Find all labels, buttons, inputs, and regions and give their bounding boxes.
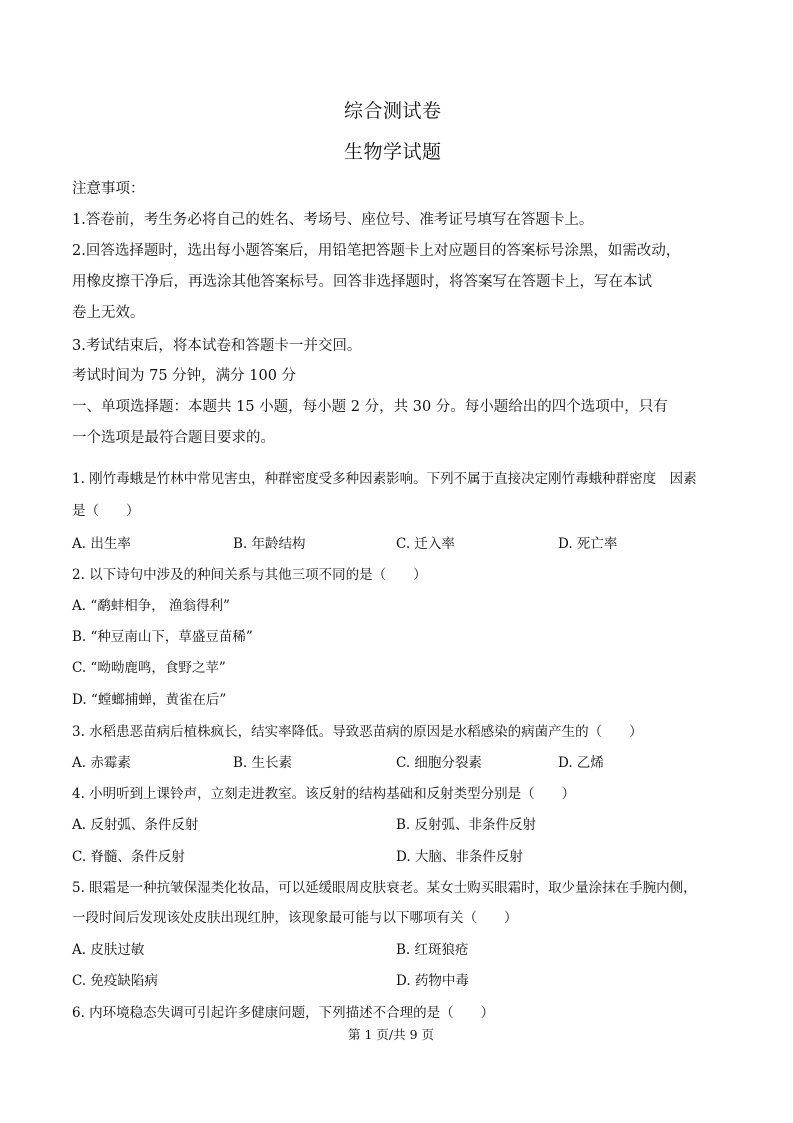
question-5-option-c: C. 免疫缺陷病: [72, 973, 158, 989]
question-3-option-d: D. 乙烯: [558, 755, 604, 771]
question-1-stem-line-2: 是（ ）: [72, 503, 140, 519]
notes-item-2-line-3: 卷上无效。: [72, 305, 145, 321]
question-1-stem-line-1: 1. 刚竹毒蛾是竹林中常见害虫，种群密度受多种因素影响。下列不属于直接决定刚竹毒蛾种群密度 因素: [72, 471, 697, 487]
question-2-option-a: A. “鹬蚌相争， 渔翁得利”: [72, 598, 230, 614]
section-heading-line-1: 一、单项选择题：本题共 15 小题，每小题 2 分，共 30 分。每小题给出的四个选项中，只有: [72, 399, 668, 415]
question-3-option-b: B. 生长素: [233, 755, 293, 771]
question-2-option-c: C. “呦呦鹿鸣，食野之苹”: [72, 660, 226, 676]
question-4-option-b: B. 反射弧、非条件反射: [396, 817, 537, 833]
question-4-option-a: A. 反射弧、条件反射: [72, 817, 199, 833]
question-5-stem-line-2: 一段时间后发现该处皮肤出现红肿，该现象最可能与以下哪项有关（ ）: [72, 910, 518, 926]
question-2-stem: 2. 以下诗句中涉及的种间关系与其他三项不同的是（ ）: [72, 567, 427, 583]
subject-title: 生物学试题: [344, 141, 442, 163]
question-1-option-d: D. 死亡率: [558, 536, 618, 552]
question-3-stem: 3. 水稻患恶苗病后植株疯长，结实率降低。导致恶苗病的原因是水稻感染的病菌产生的（ ）: [72, 724, 643, 740]
notes-item-2-line-1: 2.回答选择题时，选出每小题答案后，用铅笔把答题卡上对应题目的答案标号涂黑，如需改动，: [72, 243, 681, 259]
notes-item-1: 1.答卷前，考生务必将自己的姓名、考场号、座位号、准考证号填写在答题卡上。: [72, 212, 594, 228]
question-5-stem-line-1: 5. 眼霜是一种抗皱保湿类化妆品，可以延缓眼周皮肤衰老。某女士购买眼霜时，取少量涂抹在手腕内侧，: [72, 880, 697, 896]
section-heading-line-2: 一个选项是最符合题目要求的。: [72, 430, 275, 446]
question-5-option-a: A. 皮肤过敏: [72, 942, 145, 958]
question-2-option-d: D. “螳螂捕蝉，黄雀在后”: [72, 692, 227, 708]
question-5-option-b: B. 红斑狼疮: [396, 942, 469, 958]
exam-title: 综合测试卷: [344, 100, 442, 122]
question-3-option-a: A. 赤霉素: [72, 755, 131, 771]
notes-heading: 注意事项：: [72, 181, 145, 197]
question-2-option-b: B. “种豆南山下，草盛豆苗稀”: [72, 629, 253, 645]
page-number: 第 1 页/共 9 页: [348, 1027, 435, 1042]
question-3-option-c: C. 细胞分裂素: [396, 755, 482, 771]
question-1-option-b: B. 年龄结构: [233, 536, 306, 552]
question-6-stem: 6. 内环境稳态失调可引起许多健康问题，下列描述不合理的是（ ）: [72, 1005, 495, 1021]
exam-time: 考试时间为 75 分钟，满分 100 分: [72, 368, 297, 384]
question-4-stem: 4. 小明听到上课铃声，立刻走进教室。该反射的结构基础和反射类型分别是（ ）: [72, 786, 576, 802]
notes-item-2-line-2: 用橡皮擦干净后，再选涂其他答案标号。回答非选择题时，将答案写在答题卡上，写在本试: [72, 274, 652, 290]
question-5-option-d: D. 药物中毒: [396, 973, 469, 989]
question-1-option-a: A. 出生率: [72, 536, 131, 552]
question-1-option-c: C. 迁入率: [396, 536, 455, 552]
question-4-option-d: D. 大脑、非条件反射: [396, 849, 523, 865]
notes-item-3: 3.考试结束后，将本试卷和答题卡一并交回。: [72, 338, 362, 354]
question-4-option-c: C. 脊髓、条件反射: [72, 849, 185, 865]
